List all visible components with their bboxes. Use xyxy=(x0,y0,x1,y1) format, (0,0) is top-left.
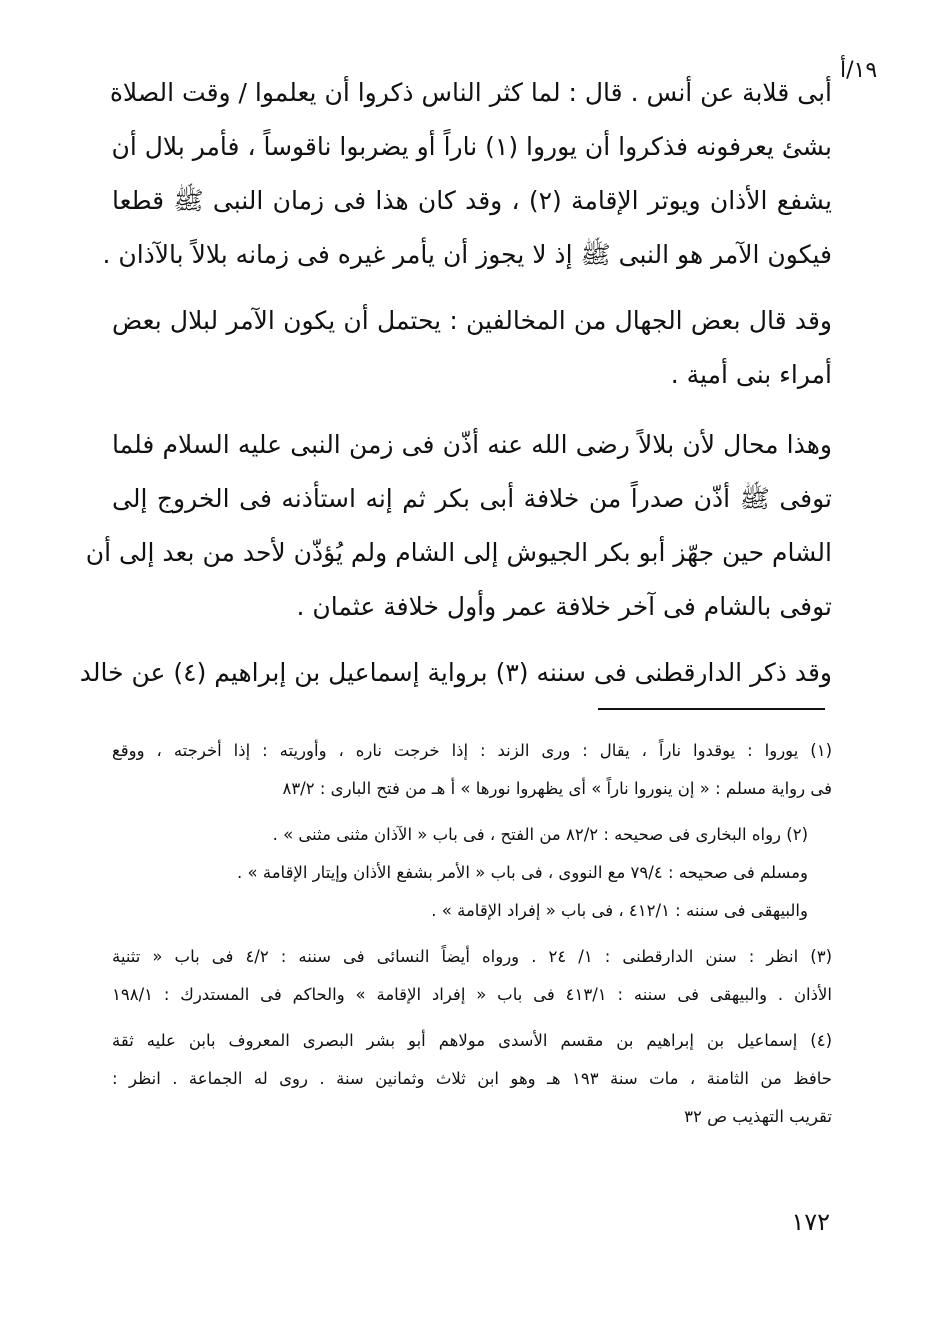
footnote-line: حافظ من الثامنة ، مات سنة ١٩٣ هـ وهو ابن ثلاث وثمانين سنة . روى له الجماعة . انظر : xyxy=(112,1069,832,1088)
manuscript-folio-marker: ١٩/أ xyxy=(840,58,878,83)
body-line: وقد ذكر الدارقطنى فى سننه (٣) برواية إسماعيل بن إبراهيم (٤) عن خالد xyxy=(79,658,832,687)
body-line: أمراء بنى أمية . xyxy=(670,360,832,389)
footnote-line: فى رواية مسلم : « إن ينوروا ناراً » أى يظهروا نورها » أ هـ من فتح البارى : ٨٣/٢ xyxy=(282,779,832,798)
main-body-text xyxy=(79,66,832,700)
body-line: توفى بالشام فى آخر خلافة عمر وأول خلافة عثمان . xyxy=(296,592,832,621)
body-line: فيكون الآمر هو النبى ﷺ إذ لا يجوز أن يأمر غيره فى زمانه بلالاً بالآذان . xyxy=(102,240,832,269)
body-line: توفى ﷺ أذّن صدراً من خلافة أبى بكر ثم إنه استأذنه فى الخروج إلى xyxy=(112,484,832,513)
footnote-line: (٤) إسماعيل بن إبراهيم بن مقسم الأسدى مولاهم أبو بشر البصرى المعروف بابن عليه ثقة xyxy=(112,1031,832,1050)
body-line: وهذا محال لأن بلالاً رضى الله عنه أذّن فى زمن النبى عليه السلام فلما xyxy=(112,430,832,459)
page-number: ١٧٢ xyxy=(791,1208,830,1236)
body-line: الشام حين جهّز أبو بكر الجيوش إلى الشام ولم يُؤذّن لأحد من بعد إلى أن xyxy=(85,538,832,567)
footnote-line: (٣) انظر : سنن الدارقطنى : ١/ ٢٤ . ورواه أيضاً النسائى فى سننه : ٤/٢ فى باب « تثنية xyxy=(112,947,832,966)
footnote-line: تقريب التهذيب ص ٣٢ xyxy=(684,1107,832,1126)
footnote-line: (١) يوروا : يوقدوا ناراً ، يقال : ورى الزند : إذا خرجت ناره ، وأوريته : إذا أخرجته ، ووقع xyxy=(112,741,832,760)
body-line: أبى قلابة عن أنس . قال : لما كثر الناس ذكروا أن يعلموا / وقت الصلاة xyxy=(109,78,832,107)
body-line: بشئ يعرفونه فذكروا أن يوروا (١) ناراً أو يضربوا ناقوساً ، فأمر بلال أن xyxy=(111,132,832,161)
footnote-line: (٢) رواه البخارى فى صحيحه : ٨٢/٢ من الفتح ، فى باب « الآذان مثنى مثنى » . xyxy=(272,825,808,844)
body-line: وقد قال بعض الجهال من المخالفين : يحتمل أن يكون الآمر لبلال بعض xyxy=(112,306,832,335)
footnote-line: والبيهقى فى سننه : ٤١٢/١ ، فى باب « إفراد الإقامة » . xyxy=(431,901,808,920)
footnotes xyxy=(112,732,832,1136)
footnote-line: الأذان . والبيهقى فى سننه : ٤١٣/١ فى باب « إفراد الإقامة » والحاكم فى المستدرك : ١٩٨/١ xyxy=(112,985,832,1004)
footnote-line: ومسلم فى صحيحه : ٧٩/٤ مع النووى ، فى باب « الأمر بشفع الأذان وإيتار الإقامة » . xyxy=(237,863,808,882)
footnote-separator xyxy=(598,708,825,710)
body-line: يشفع الأذان ويوتر الإقامة (٢) ، وقد كان هذا فى زمان النبى ﷺ قطعا xyxy=(112,186,832,215)
